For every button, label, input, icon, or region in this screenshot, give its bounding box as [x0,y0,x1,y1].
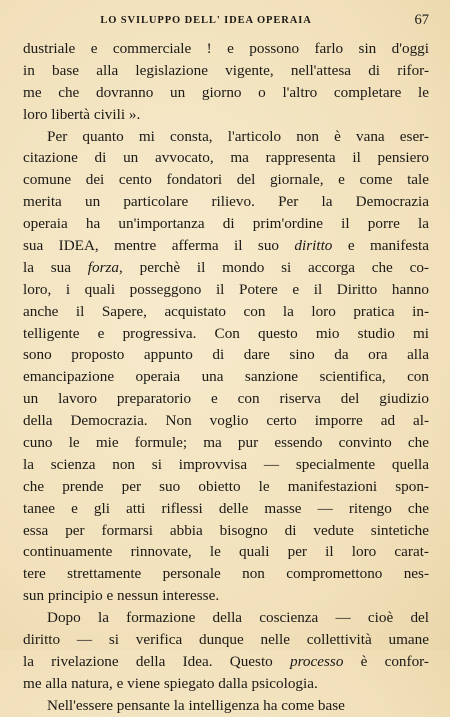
text-line: in base alla legislazione vigente, nell'attesa di rifor- [23,61,429,79]
running-title: LO SVILUPPO DELL' IDEA OPERAIA [100,15,312,26]
text-line: merita un particolare rilievo. Per la Democrazia [23,193,429,211]
page-number: 67 [414,12,429,28]
text-line: emancipazione operaia una sanzione scientifica, con [23,368,429,386]
text-line: loro, i quali posseggono il Potere e il Diritto hanno [23,280,429,298]
text-line: Dopo la formazione della coscienza — cioè del [47,609,429,627]
text-line: me che dovranno un giorno o l'altro completare le [23,83,429,101]
text-line: anche il Sapere, acquistato con la loro pratica in- [23,302,429,320]
text-line: la rivelazione della Idea. Questo processo è confor- [23,652,429,670]
text-line: tere strettamente personale non compromettono nes- [23,565,429,583]
text-line: che prende per suo obietto le manifestazioni spon- [23,477,429,495]
text-line: operaia ha un'importanza di prim'ordine il porre la [23,215,429,233]
text-line: un lavoro preparatorio e con riserva del giudizio [23,390,429,408]
text-line: la scienza non si improvvisa — specialmente quella [23,455,429,473]
text-line: sua IDEA, mentre afferma il suo diritto e manifesta [23,237,429,255]
text-line: della Democrazia. Non voglio certo imporre ad al- [23,412,429,430]
paragraph [23,38,429,126]
text-line: continuamente rinnovate, le quali per il loro carat- [23,543,429,561]
text-line: essa per formarsi abbia bisogno di vedute sintetiche [23,521,429,539]
text-line: cuno le mie formule; ma pur essendo convinto che [23,434,429,452]
paragraph [23,126,429,608]
text-line: sono proposto appunto di dare sino da ora alla [23,346,429,364]
text-line: tanee e gli atti riflessi delle masse — ritengo che [23,499,429,517]
text-line: me alla natura, e viene spiegato dalla psicologia. [23,674,318,692]
text-line: dustriale e commerciale ! e possono farlo sin d'oggi [23,40,429,57]
text-line: la sua forza, perchè il mondo si accorga che co- [23,258,429,276]
text-line: diritto — si verifica dunque nelle collettività umane [23,631,429,649]
text-line: Nell'essere pensante la intelligenza ha come base [47,696,345,714]
text-line: comune dei cento fondatori del giornale, e come tale [23,171,429,189]
text-line: sun principio e nessun interesse. [23,587,220,605]
text-line: Per quanto mi consta, l'articolo non è vana eser- [47,127,429,145]
text-line: telligente e progressiva. Con questo mio studio mi [23,324,429,342]
text-line: loro libertà civili ». [23,105,141,123]
text-line: citazione di un avvocato, ma rappresenta il pensiero [23,149,429,167]
paragraph [23,607,429,695]
paragraph [23,695,429,717]
running-head [23,12,429,32]
body-text [23,38,429,717]
